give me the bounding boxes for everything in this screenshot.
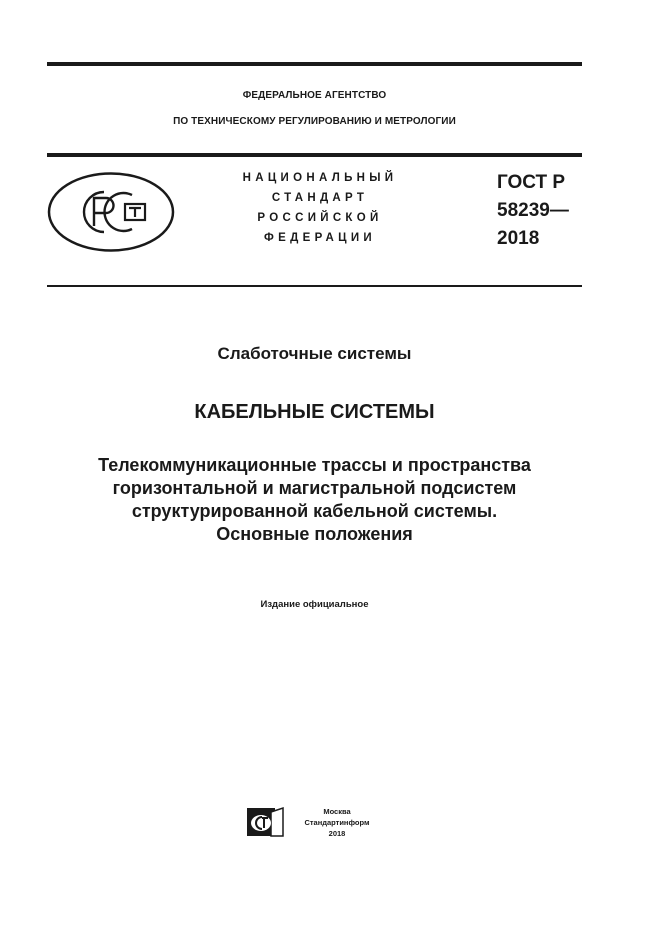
publisher-city: Москва [323,807,351,816]
gost-designation-line-3: 2018 [497,228,540,249]
subtitle-line-4: Основные положения [216,524,413,544]
gost-designation-line-2: 58239— [497,200,569,221]
subtitle-line-2: горизонтальной и магистральной подсистем [112,478,517,498]
gost-designation-line-1: ГОСТ Р [497,172,566,193]
subtitle-line-3: структурированной кабельной системы. [131,501,498,521]
agency-line-1: ФЕДЕРАЛЬНОЕ АГЕНТСТВО [242,90,387,101]
main-title: КАБЕЛЬНЫЕ СИСТЕМЫ [194,401,435,423]
national-line-4: ФЕДЕРАЦИИ [264,232,376,244]
rst-certification-mark-icon [46,171,176,253]
national-line-2: СТАНДАРТ [271,192,369,204]
national-line-1: НАЦИОНАЛЬНЫЙ [242,172,398,184]
subtitle-line-1: Телекоммуникационные трассы и пространства [98,455,531,475]
subtitle [47,454,582,546]
edition-label: Издание официальное [260,599,369,610]
national-line-3: РОССИЙСКОЙ [257,212,383,224]
top-rule [47,62,582,66]
standartinform-logo-icon [245,806,285,840]
agency-line-2: ПО ТЕХНИЧЕСКОМУ РЕГУЛИРОВАНИЮ И МЕТРОЛОГИИ [173,116,456,127]
publisher-name: Стандартинформ [304,818,370,827]
bottom-rule [47,285,582,287]
subsystem-heading: Слаботочные системы [217,344,412,363]
middle-rule [47,153,582,157]
publisher-year: 2018 [328,829,346,838]
publisher-info [292,806,382,839]
